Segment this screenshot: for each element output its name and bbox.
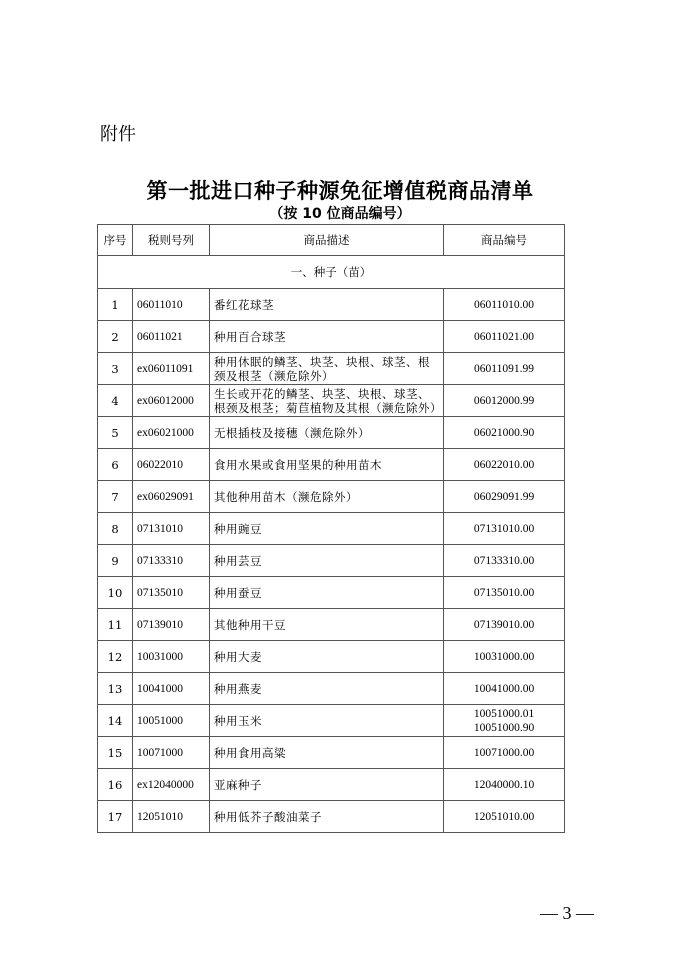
row-code: 10041000.00 [473, 682, 535, 695]
row-number: 13 [98, 673, 133, 705]
row-code: 07131010.00 [473, 522, 535, 535]
row-tariff: 07135010 [133, 577, 210, 609]
row-description: 种用芸豆 [210, 545, 444, 577]
row-tariff: 10031000 [133, 641, 210, 673]
row-number: 10 [98, 577, 133, 609]
row-code: 06011021.00 [474, 330, 534, 343]
table-row [98, 513, 565, 545]
row-codes [444, 545, 565, 577]
row-codes [444, 353, 565, 385]
row-number: 7 [98, 481, 133, 513]
document-subtitle: （按 10 位商品编号） [269, 206, 411, 222]
row-description: 种用蚕豆 [210, 577, 444, 609]
row-number: 4 [98, 385, 133, 417]
column-header-code: 商品编号 [444, 225, 565, 256]
row-tariff: 06011010 [133, 289, 210, 321]
column-header-number: 序号 [98, 225, 133, 256]
row-codes [444, 673, 565, 705]
row-code: 06011091.99 [474, 362, 534, 375]
row-codes [444, 417, 565, 449]
row-description: 种用百合球茎 [210, 321, 444, 353]
row-tariff: ex06012000 [133, 385, 210, 417]
row-codes [444, 769, 565, 801]
table-header-row [98, 225, 565, 256]
row-number: 11 [98, 609, 133, 641]
row-code: 10051000.01 [473, 707, 535, 720]
row-tariff: 10051000 [133, 705, 210, 737]
row-codes [444, 641, 565, 673]
row-description: 其他种用苗木（濒危除外） [210, 481, 444, 513]
table-row [98, 417, 565, 449]
column-header-tariff: 税则号列 [133, 225, 210, 256]
row-code: 10051000.90 [473, 721, 535, 734]
row-code: 12040000.10 [473, 778, 535, 791]
row-tariff: 06011021 [133, 321, 210, 353]
row-tariff: 07131010 [133, 513, 210, 545]
table-row [98, 737, 565, 769]
row-number: 9 [98, 545, 133, 577]
row-number: 1 [98, 289, 133, 321]
row-codes [444, 289, 565, 321]
row-codes [444, 737, 565, 769]
row-description: 生长或开花的鳞茎、块茎、块根、球茎、根颈及根茎；菊苣植物及其根（濒危除外） [210, 385, 444, 417]
row-code: 07133310.00 [473, 554, 535, 567]
row-code: 10071000.00 [473, 746, 535, 759]
row-number: 3 [98, 353, 133, 385]
column-header-description: 商品描述 [210, 225, 444, 256]
row-description: 种用大麦 [210, 641, 444, 673]
row-tariff: ex06021000 [133, 417, 210, 449]
row-code: 06029091.99 [473, 490, 535, 503]
row-description: 种用豌豆 [210, 513, 444, 545]
row-tariff: 07133310 [133, 545, 210, 577]
row-codes [444, 705, 565, 737]
row-code: 07135010.00 [473, 586, 535, 599]
table-row [98, 641, 565, 673]
row-codes [444, 481, 565, 513]
row-codes [444, 449, 565, 481]
table-row [98, 481, 565, 513]
row-tariff: 12051010 [133, 801, 210, 833]
row-tariff: ex06011091 [133, 353, 210, 385]
page-number: — 3 — [540, 903, 594, 923]
row-description: 种用燕麦 [210, 673, 444, 705]
table-row [98, 769, 565, 801]
row-description: 种用休眠的鳞茎、块茎、块根、球茎、根颈及根茎（濒危除外） [210, 353, 444, 385]
row-codes [444, 609, 565, 641]
row-description: 种用低芥子酸油菜子 [210, 801, 444, 833]
table-row [98, 545, 565, 577]
row-codes [444, 385, 565, 417]
row-code: 06012000.99 [473, 394, 535, 407]
attachment-label: 附件 [100, 124, 136, 145]
row-tariff: 10041000 [133, 673, 210, 705]
table-body [98, 256, 565, 833]
row-codes [444, 801, 565, 833]
row-number: 6 [98, 449, 133, 481]
row-number: 2 [98, 321, 133, 353]
table-row [98, 801, 565, 833]
row-number: 8 [98, 513, 133, 545]
table-row [98, 705, 565, 737]
row-tariff: 07139010 [133, 609, 210, 641]
section-row [98, 256, 565, 289]
row-number: 16 [98, 769, 133, 801]
row-number: 17 [98, 801, 133, 833]
row-tariff: 10071000 [133, 737, 210, 769]
row-code: 06011010.00 [474, 298, 534, 311]
row-tariff: 06022010 [133, 449, 210, 481]
row-codes [444, 321, 565, 353]
row-code: 10031000.00 [473, 650, 535, 663]
table-row [98, 609, 565, 641]
section-label: 一、种子（苗） [98, 256, 565, 289]
row-tariff: ex12040000 [133, 769, 210, 801]
row-number: 15 [98, 737, 133, 769]
row-description: 无根插枝及接穗（濒危除外） [210, 417, 444, 449]
row-code: 06021000.90 [473, 426, 535, 439]
document-title: 第一批进口种子种源免征增值税商品清单 [146, 179, 534, 203]
row-description: 食用水果或食用坚果的种用苗木 [210, 449, 444, 481]
row-description: 种用食用高粱 [210, 737, 444, 769]
table-row [98, 673, 565, 705]
table-row [98, 385, 565, 417]
commodity-table [97, 224, 565, 833]
row-number: 12 [98, 641, 133, 673]
table-row [98, 353, 565, 385]
row-number: 14 [98, 705, 133, 737]
row-description: 其他种用干豆 [210, 609, 444, 641]
row-description: 种用玉米 [210, 705, 444, 737]
table-row [98, 449, 565, 481]
row-tariff: ex06029091 [133, 481, 210, 513]
row-code: 12051010.00 [473, 810, 535, 823]
table-row [98, 577, 565, 609]
row-description: 亚麻种子 [210, 769, 444, 801]
row-description: 番红花球茎 [210, 289, 444, 321]
row-codes [444, 577, 565, 609]
row-number: 5 [98, 417, 133, 449]
row-code: 06022010.00 [473, 458, 535, 471]
row-codes [444, 513, 565, 545]
table-row [98, 321, 565, 353]
table-row [98, 289, 565, 321]
row-code: 07139010.00 [473, 618, 535, 631]
